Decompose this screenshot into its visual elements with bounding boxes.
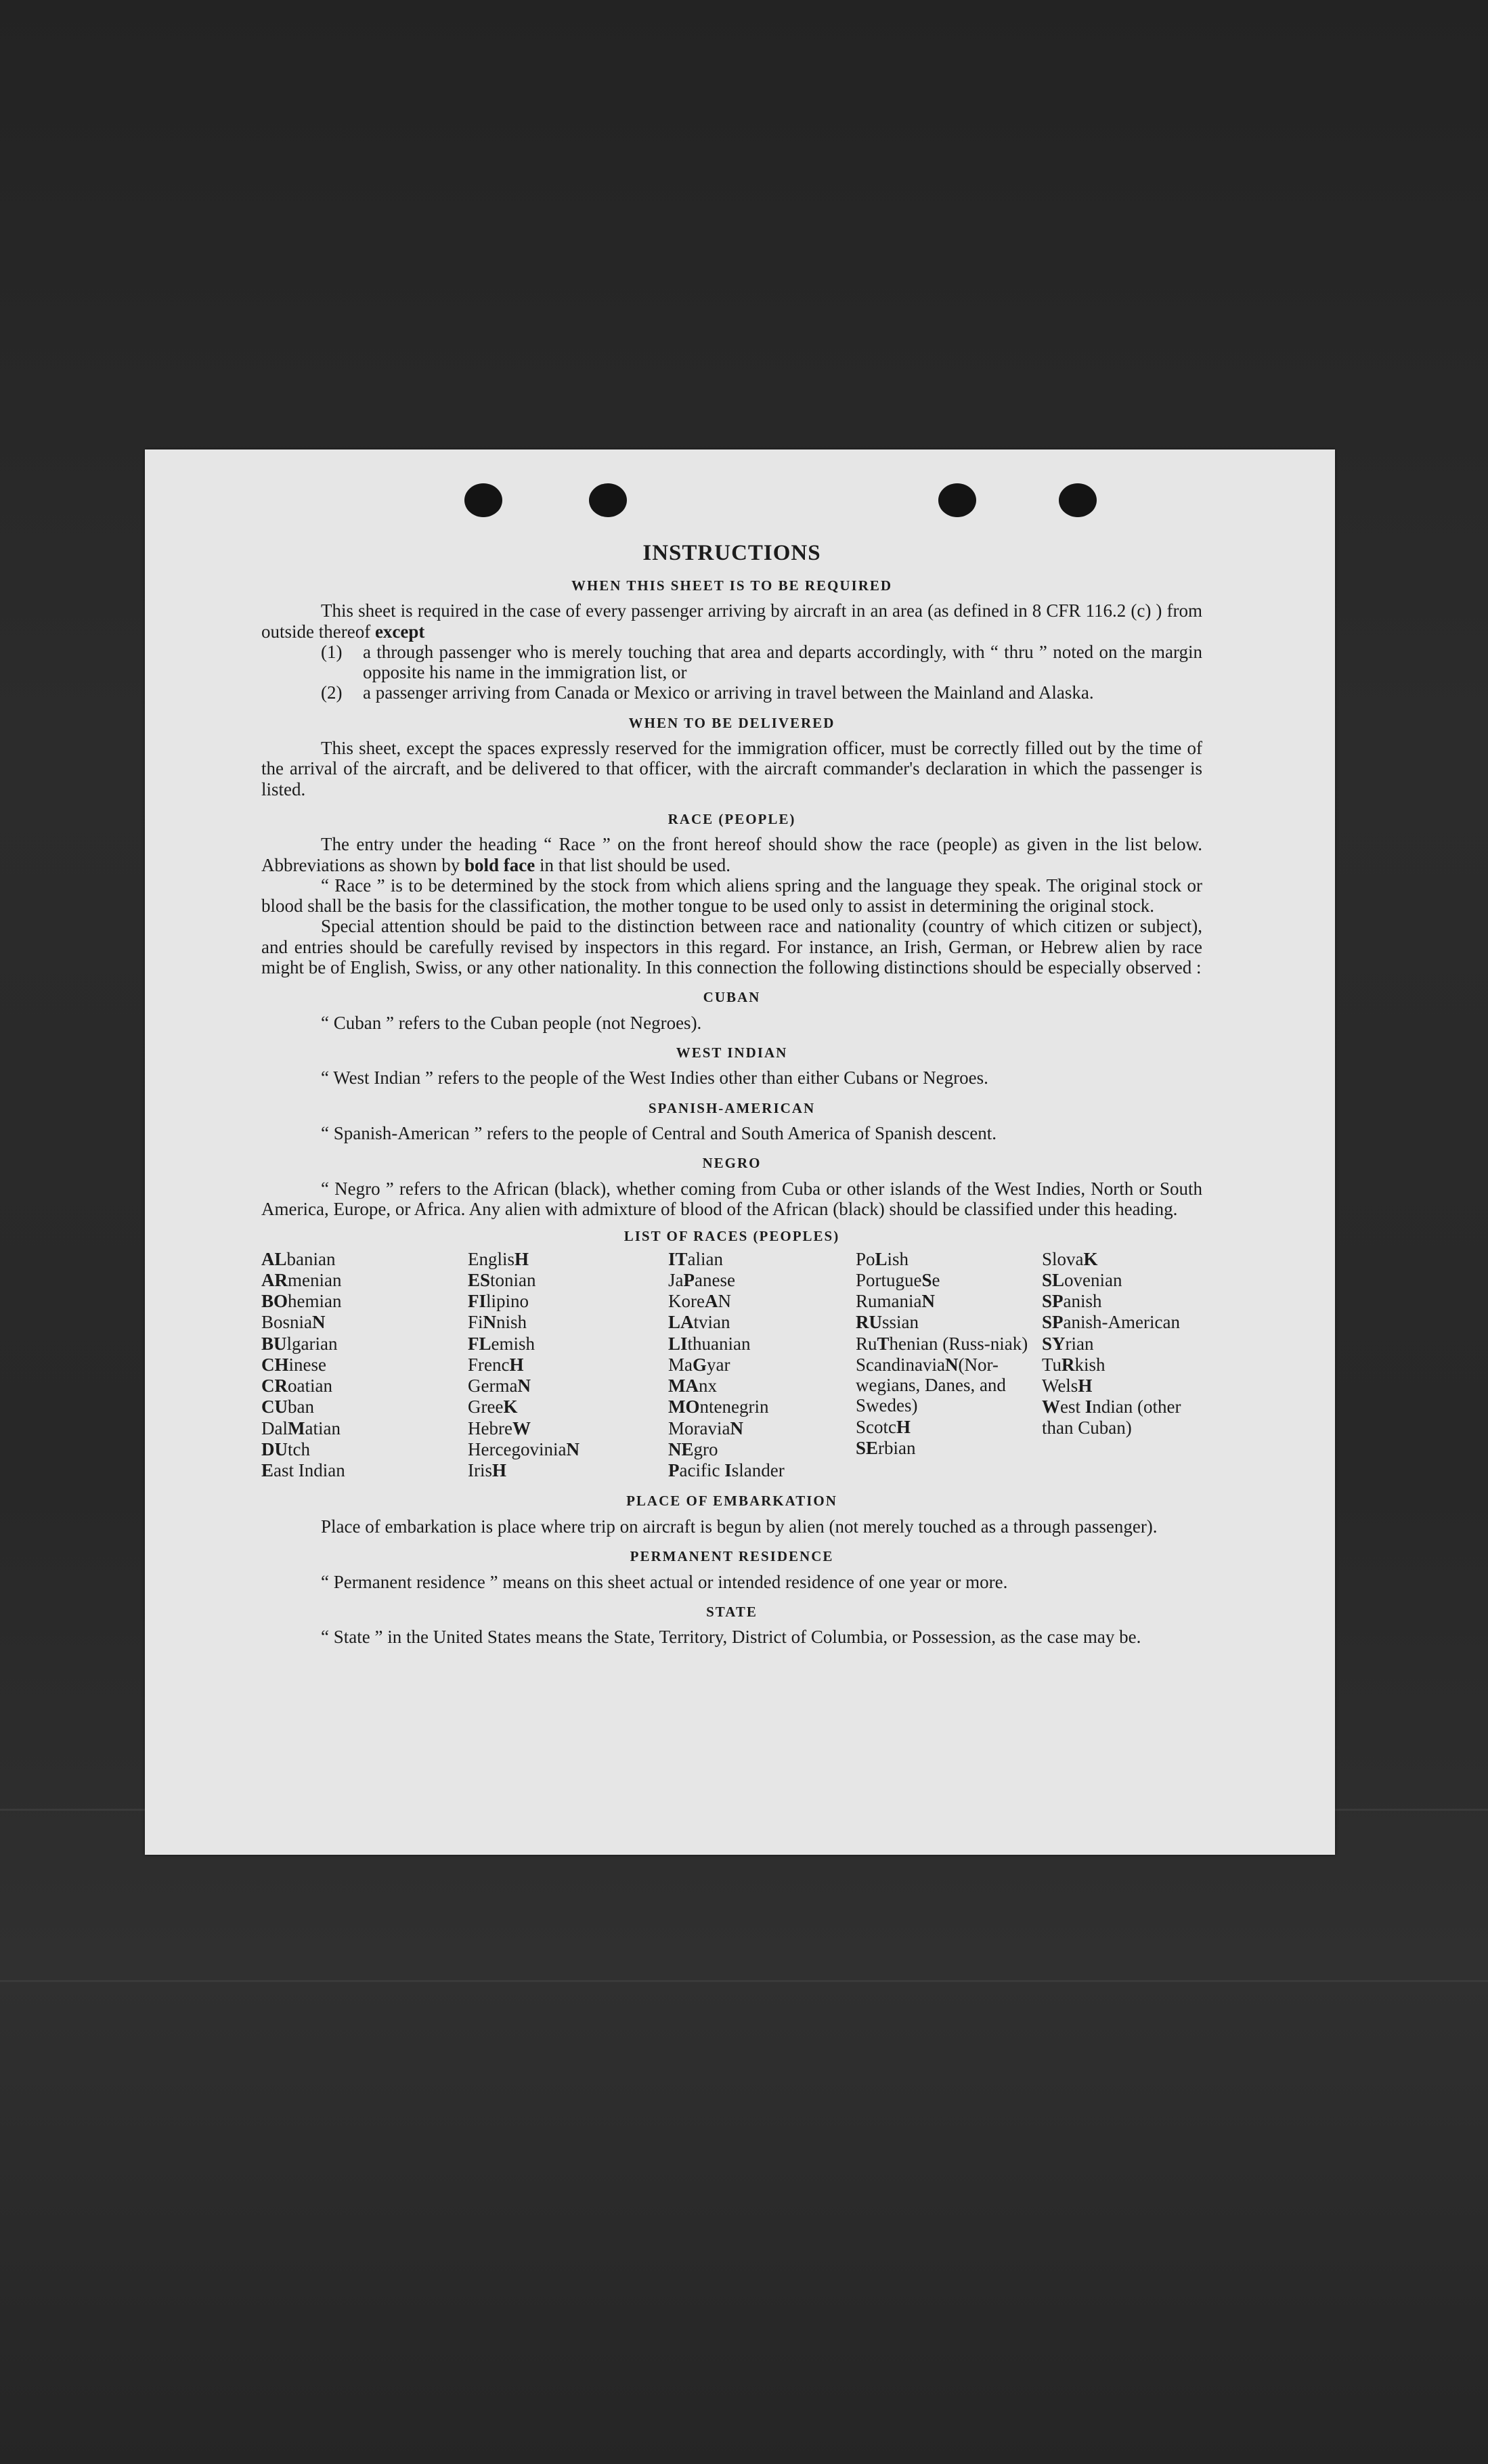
race-entry: IrisH	[468, 1460, 507, 1481]
paragraph: “ State ” in the United States means the State, Territory, District of Columbia, or Possession, as the case may be.	[321, 1627, 1141, 1648]
paragraph: This sheet, except the spaces expressly reserved for the immigration officer, must be correctly filled out by the time of the arrival of the aircraft, and be delivered to that officer, with the aircraft commander's declaration in which the passenger is listed.	[261, 738, 1202, 799]
race-entry: SPanish	[1042, 1291, 1102, 1312]
race-entry: SPanish-American	[1042, 1312, 1180, 1333]
race-entry: GreeK	[468, 1396, 518, 1417]
race-entry: SLovenian	[1042, 1270, 1122, 1290]
races-column	[261, 1249, 468, 1482]
race-entry: KoreAN	[668, 1291, 731, 1312]
race-entry: ScotcH	[856, 1416, 911, 1437]
race-entry: RUssian	[856, 1312, 919, 1333]
race-entry: LIthuanian	[668, 1333, 751, 1354]
paragraph: Special attention should be paid to the distinction between race and nationality (country of which citizen or subject), and entries should be carefully revised by inspectors in this regard. For instance, an Irish, German, or Hebrew alien by race might be of English, Swiss, or any other nationality. In this connection the following distinctions should be especially observed :	[261, 916, 1202, 977]
race-entry: HercegoviniaN	[468, 1438, 579, 1459]
race-entry: JaPanese	[668, 1270, 735, 1290]
race-entry: WelsH	[1042, 1376, 1093, 1396]
paragraph: This sheet is required in the case of every passenger arriving by aircraft in an area (as defined in 8 CFR 116.2 (c) ) from outside thereof except	[261, 600, 1202, 642]
race-entry: TuRkish	[1042, 1354, 1106, 1375]
section-heading: CUBAN	[703, 989, 761, 1006]
punch-hole	[589, 483, 627, 517]
race-entry: SErbian	[856, 1437, 916, 1458]
race-entry: MoraviaN	[668, 1417, 743, 1438]
race-entry: RuThenian (Russ-niak)	[856, 1333, 1028, 1354]
race-entry: PoLish	[856, 1248, 909, 1269]
races-column	[1042, 1249, 1202, 1482]
section-heading: STATE	[706, 1603, 758, 1620]
document-title: INSTRUCTIONS	[642, 541, 821, 565]
section-heading: RACE (PEOPLE)	[668, 810, 796, 827]
race-entry: EnglisH	[468, 1248, 529, 1269]
section-heading: WHEN THIS SHEET IS TO BE REQUIRED	[571, 577, 893, 594]
race-entry: DalMatian	[261, 1417, 341, 1438]
punch-hole	[1059, 483, 1097, 517]
race-entry: BUlgarian	[261, 1333, 338, 1354]
race-entry: GermaN	[468, 1376, 531, 1396]
section-heading: SPANISH-AMERICAN	[648, 1099, 816, 1116]
race-entry: SYrian	[1042, 1333, 1094, 1354]
race-entry: East Indian	[261, 1460, 345, 1481]
race-entry: PortugueSe	[856, 1270, 940, 1290]
race-entry: MaGyar	[668, 1354, 730, 1375]
race-entry: MOntenegrin	[668, 1396, 769, 1417]
punch-hole	[938, 483, 976, 517]
race-entry: FiNnish	[468, 1312, 527, 1333]
paragraph: Place of embarkation is place where trip on aircraft is begun by alien (not merely touched as a through passenger).	[321, 1516, 1158, 1537]
instructions-content	[261, 541, 1202, 1648]
races-column	[468, 1249, 668, 1482]
race-entry: CHinese	[261, 1354, 326, 1375]
document-page	[145, 449, 1335, 1855]
paragraph: The entry under the heading “ Race ” on the front hereof should show the race (people) as given in the list below. Abbreviations as shown by bold face in that list should be used.	[261, 834, 1202, 875]
race-entry: ITalian	[668, 1248, 724, 1269]
races-column	[668, 1249, 856, 1482]
race-entry: CRoatian	[261, 1376, 332, 1396]
punch-hole	[464, 483, 502, 517]
races-column	[856, 1249, 1042, 1482]
race-entry: ARmenian	[261, 1270, 342, 1290]
paragraph: “ Race ” is to be determined by the stock from which aliens spring and the language they speak. The original stock or blood shall be the basis for the classification, the mother tongue to be used only to assist in determining the original stock.	[261, 875, 1202, 917]
list-item: (2) a passenger arriving from Canada or Mexico or arriving in travel between the Mainland and Alaska.	[321, 682, 1094, 703]
race-entry: ScandinaviaN(Nor-wegians, Danes, and Swedes)	[856, 1354, 1006, 1416]
race-entry: West Indian (other than Cuban)	[1042, 1396, 1181, 1438]
race-entry: NEgro	[668, 1438, 718, 1459]
section-heading: WEST INDIAN	[676, 1044, 788, 1061]
section-heading: PLACE OF EMBARKATION	[626, 1493, 837, 1510]
race-entry: RumaniaN	[856, 1291, 935, 1312]
race-entry: DUtch	[261, 1438, 310, 1459]
race-entry: BosniaN	[261, 1312, 326, 1333]
section-heading: NEGRO	[702, 1155, 762, 1172]
paragraph: “ Cuban ” refers to the Cuban people (not Negroes).	[321, 1012, 702, 1033]
race-entry: FIlipino	[468, 1291, 529, 1312]
paragraph: “ West Indian ” refers to the people of the West Indies other than either Cubans or Negroes.	[321, 1068, 988, 1088]
race-entry: FrencH	[468, 1354, 524, 1375]
section-heading: WHEN TO BE DELIVERED	[628, 714, 835, 731]
race-entry: SlovaK	[1042, 1248, 1098, 1269]
paragraph: “ Negro ” refers to the African (black), whether coming from Cuba or other islands of the West Indies, North or South America, Europe, or Africa. Any alien with admixture of blood of the African (black) should be classified under this heading.	[261, 1178, 1202, 1220]
race-entry: LAtvian	[668, 1312, 730, 1333]
race-entry: MAnx	[668, 1376, 717, 1396]
races-list	[261, 1249, 1202, 1482]
race-entry: EStonian	[468, 1270, 536, 1290]
race-entry: BOhemian	[261, 1291, 342, 1312]
list-item: (1) a through passenger who is merely touching that area and departs accordingly, with “ thru ” noted on the margin opposite his name in the immigration list, or	[321, 641, 1202, 683]
paragraph: “ Spanish-American ” refers to the people of Central and South America of Spanish descent.	[321, 1123, 997, 1144]
section-heading: PERMANENT RESIDENCE	[630, 1548, 834, 1565]
race-entry: CUban	[261, 1396, 314, 1417]
race-entry: ALbanian	[261, 1248, 336, 1269]
race-entry: FLemish	[468, 1333, 535, 1354]
paragraph: “ Permanent residence ” means on this sheet actual or intended residence of one year or more.	[321, 1571, 1008, 1592]
races-heading: LIST OF RACES (PEOPLES)	[623, 1228, 840, 1245]
race-entry: Pacific Islander	[668, 1460, 785, 1481]
race-entry: HebreW	[468, 1417, 531, 1438]
